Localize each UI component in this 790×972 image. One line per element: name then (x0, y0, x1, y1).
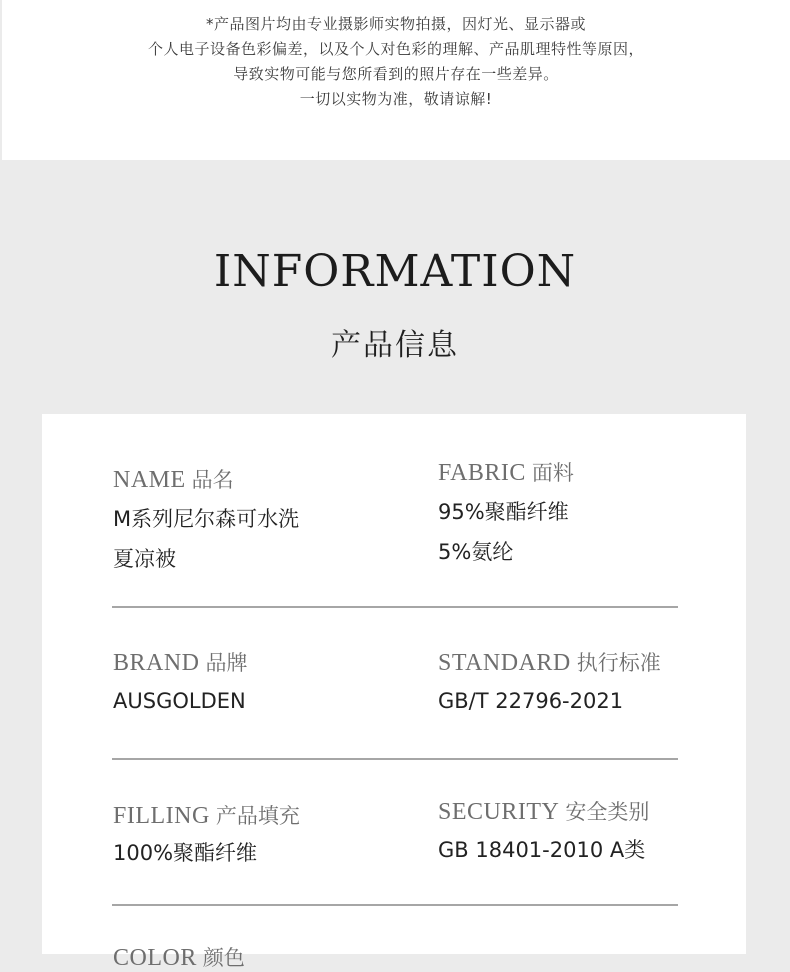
security-value-line: GB 18401-2010 A类 (438, 838, 646, 862)
fabric-label-cn: 面料 (531, 461, 574, 485)
name-value (113, 499, 299, 579)
brand-value-line: AUSGOLDEN (113, 689, 246, 713)
standard-label (438, 647, 661, 677)
security-value (438, 830, 645, 870)
filling-label-cn: 产品填充 (215, 804, 300, 828)
standard-value (438, 681, 623, 721)
row-divider (112, 904, 678, 906)
fabric-value-line: 95%聚酯纤维 (438, 500, 569, 524)
color-label-cn: 颜色 (202, 946, 245, 970)
name-label-cn: 品名 (191, 468, 234, 492)
disclaimer-line: *产品图片均由专业摄影师实物拍摄，因灯光、显示器或 (205, 15, 586, 33)
fabric-value-line: 5%氨纶 (438, 540, 514, 564)
section-heading: INFORMATION (213, 246, 577, 297)
name-label-en: NAME (113, 467, 186, 493)
disclaimer-line: 一切以实物为准，敬请谅解! (299, 90, 493, 108)
filling-value-line: 100%聚酯纤维 (113, 841, 258, 865)
name-label (113, 464, 234, 494)
filling-label (113, 800, 300, 830)
filling-value (113, 833, 257, 873)
standard-label-en: STANDARD (438, 650, 571, 676)
section-subheading: 产品信息 (331, 328, 459, 363)
color-label-en: COLOR (113, 945, 197, 971)
fabric-label-en: FABRIC (438, 460, 526, 486)
brand-label-cn: 品牌 (205, 651, 248, 675)
name-value-line: M系列尼尔森可水洗 (113, 507, 300, 531)
product-info-card (42, 414, 746, 971)
standard-value-line: GB/T 22796-2021 (438, 689, 624, 713)
fabric-value (438, 492, 569, 572)
disclaimer-line: 导致实物可能与您所看到的照片存在一些差异。 (233, 65, 559, 83)
filling-label-en: FILLING (113, 803, 210, 829)
row-divider (112, 606, 678, 608)
disclaimer-line: 个人电子设备色彩偏差，以及个人对色彩的理解、产品肌理特性等原因， (147, 40, 644, 58)
color-label (113, 942, 245, 972)
disclaimer-panel (2, 0, 790, 160)
security-label-en: SECURITY (438, 799, 560, 825)
brand-label-en: BRAND (113, 650, 200, 676)
brand-label (113, 647, 248, 677)
name-value-line: 夏凉被 (113, 547, 176, 571)
brand-value (113, 681, 246, 721)
security-label (438, 796, 649, 826)
security-label-cn: 安全类别 (565, 800, 650, 824)
row-divider (112, 758, 678, 760)
fabric-label (438, 457, 574, 487)
standard-label-cn: 执行标准 (576, 651, 661, 675)
